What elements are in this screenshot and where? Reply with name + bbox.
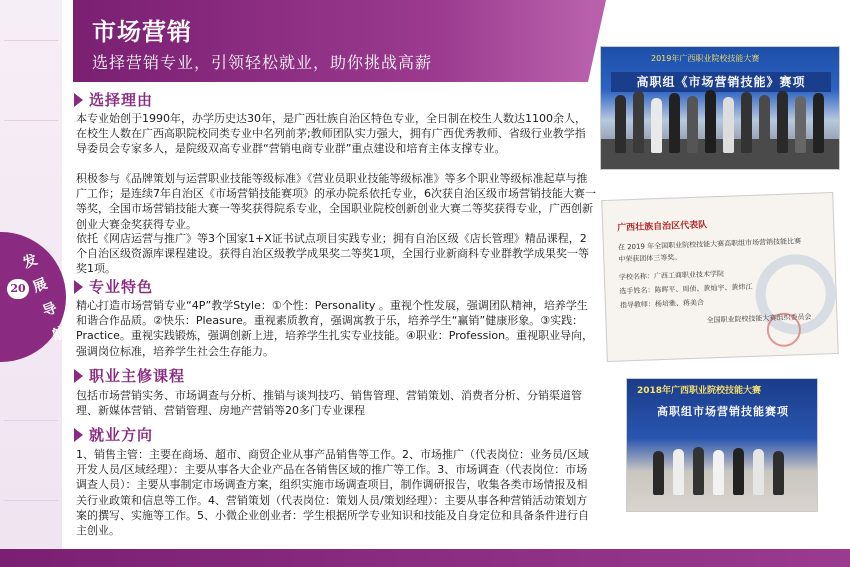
paragraph-reasons-3: 依托《网店运营与推广》等3个国家1+X证书试点项目实践专业；拥有自治区级《店长管理》精品课程，2个自治区级资源库课程建设。获得自治区级教学成果奖二等奖1项，全国行业新商科专业群教学成果奖一等奖1项。 [76, 232, 589, 276]
bottom-bar [0, 549, 850, 567]
page-subtitle: 选择营销专业，引领轻松就业，助你挑战高薪 [92, 53, 433, 72]
photo-banner: 高职组市场营销技能赛项 [657, 405, 789, 418]
side-tab-text: 发展导航 [20, 251, 70, 345]
person-figure [733, 448, 744, 495]
person-figure [673, 449, 684, 495]
person-figure [651, 98, 662, 153]
person-figure [753, 449, 764, 495]
competition-photo-2019 [600, 46, 840, 170]
page-number: 20 [7, 279, 29, 299]
paragraph-reasons-2: 积极参与《品牌策划与运营职业技能等级标准》《营业员职业技能等级标准》等多个职业等级标准起草与推广工作；是连续7年自治区《市场营销技能赛项》的承办院系依托专业，6次获自治区级市场营销技能大赛一等奖，全国市场营销技能大赛一等奖获得院系专业，全国职业院校创新创业大赛二等奖获得专业，广西创新创业大赛金奖获得专业。 [76, 172, 596, 231]
section-heading-label: 选择理由 [89, 91, 154, 109]
band-pattern-line [4, 500, 58, 501]
triangle-bullet-icon [74, 428, 83, 442]
photo-top-text: 2018年广西职业院校技能大赛 [637, 386, 762, 396]
person-figure [669, 93, 680, 153]
band-pattern-line [4, 120, 58, 121]
paragraph-features: 精心打造市场营销专业“4P”教学Style：①个性：Personality 。重视个性发展，强调团队精神，培养学生和谐合作品质。②快乐：Pleasure。重视素质教育，强调寓教于乐，培养学生“赢销”健康形象。③实践：Practice。重视实践锻炼，强调创新上进，培养学生扎实专业技能。④职业：Profession。重视职业导向，强调岗位标准，培养学生社会生存能力。 [76, 299, 594, 358]
triangle-bullet-icon [74, 93, 83, 107]
triangle-bullet-icon [74, 280, 83, 294]
award-certificate-photo [601, 192, 839, 362]
certificate-line: 全国职业院校技能大赛组织委员会 [706, 312, 812, 325]
person-figure [633, 91, 644, 153]
photo-banner: 高职组《市场营销技能》赛项 [611, 72, 831, 92]
certificate-line: 指导教师：杨培雅、蒋美合 [619, 298, 705, 310]
certificate-line: 中荣获团体三等奖。 [618, 253, 682, 264]
section-heading-features [74, 276, 153, 297]
certificate-line: 学校名称：广西工商职业技术学院 [618, 269, 725, 282]
paragraph-reasons-1: 本专业始创于1990年，办学历史达30年，是广西壮族自治区特色专业，全日制在校生人数达1100余人，在校生人数在广西高职院校同类专业中名列前茅;教师团队实力强大，拥有广西优秀教师、省级行业教学指导委员会专家多人，是院级双高专业群“营销电商专业群”重点建设和培育主体支撑专业。 [76, 112, 586, 156]
section-heading-label: 专业特色 [89, 278, 154, 296]
person-figure [713, 450, 724, 495]
paragraph-careers: 1、销售主管：主要在商场、超市、商贸企业从事产品销售等工作。2、市场推广（代表岗位：业务员/区域开发人员/区域经理）：主要从事各大企业产品在各销售区域的推广等工作。3、市场调查（代表岗位：市场调查人员）：主要从事制定市场调查方案，组织实施市场调查项目，制作调研报告，收集各类市场情报及相关行业政策和信息等工作。4、营销策划（代表岗位：策划人员/策划经理）：主要从事各种营销活动策划方案的撰写、实施等工作。5、小微企业创业者：学生根据所学专业知识和技能及自身定位和具备条件进行自主创业。 [76, 448, 589, 538]
section-heading-courses [74, 365, 185, 386]
person-figure [687, 96, 698, 153]
certificate-line: 在 2019 年全国职业院校技能大赛高职组市场营销技能比赛 [617, 237, 802, 252]
section-heading-reasons [74, 89, 153, 110]
page-title: 市场营销 [92, 18, 192, 46]
section-heading-label: 就业方向 [89, 426, 154, 444]
band-pattern-line [4, 420, 58, 421]
competition-photo-2018 [626, 378, 818, 512]
person-figure [741, 92, 752, 153]
person-figure [773, 451, 784, 495]
person-figure [653, 451, 664, 495]
band-pattern-line [4, 40, 58, 41]
person-figure [777, 91, 788, 153]
person-figure [705, 90, 716, 153]
section-heading-careers [74, 424, 153, 445]
certificate-line: 选手姓名：陈晖平、周侦、黄灿宇、黄炜江 [619, 282, 753, 296]
section-heading-label: 职业主修课程 [89, 367, 186, 385]
certificate-title: 广西壮族自治区代表队 [617, 220, 708, 234]
triangle-bullet-icon [74, 369, 83, 383]
red-seal-stamp [766, 312, 801, 347]
person-figure [795, 96, 806, 153]
paragraph-courses: 包括市场营销实务、市场调查与分析、推销与谈判技巧、销售管理、营销策划、消费者分析、分销渠道管理、新媒体营销、营销管理、房地产营销等20多门专业课程 [76, 389, 582, 418]
photo-top-text: 2019年广西职业院校技能大赛 [651, 54, 760, 63]
person-figure [813, 93, 824, 153]
person-figure [723, 97, 734, 153]
person-figure [693, 447, 704, 495]
person-figure [759, 95, 770, 153]
person-figure [615, 95, 626, 153]
